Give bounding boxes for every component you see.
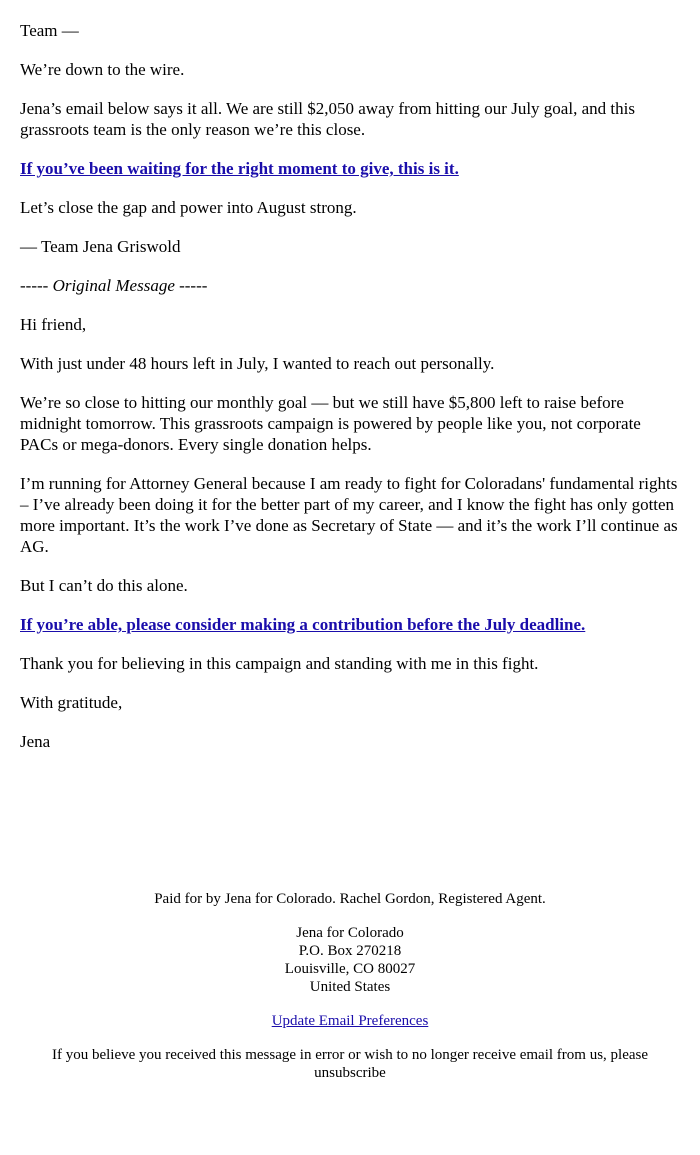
divider-prefix: ----- (20, 276, 49, 295)
team-signoff: — Team Jena Griswold (20, 237, 181, 256)
cta-paragraph-1 (20, 158, 680, 179)
signature: Jena (20, 732, 51, 751)
paid-for-disclaimer: Paid for by Jena for Colorado. Rachel Gordon, Registered Agent. (154, 891, 546, 907)
salutation: Hi friend, (20, 315, 87, 334)
closing: With gratitude, (20, 693, 123, 712)
mailing-address (0, 924, 700, 996)
unsubscribe-notice[interactable]: If you believe you received this message in error or wish to no longer receive email from us, please unsubscribe (51, 1047, 649, 1081)
paragraph-48-hours: With just under 48 hours left in July, I wanted to reach out personally. (20, 354, 495, 373)
original-message-divider (20, 275, 680, 296)
address-city: Louisville, CO 80027 (284, 961, 416, 977)
email-body (20, 20, 680, 770)
divider-suffix: ----- (179, 276, 208, 295)
address-org: Jena for Colorado (296, 925, 404, 941)
email-footer (0, 890, 700, 1098)
paragraph-monthly-goal: We’re so close to hitting our monthly goal — but we still have $5,800 left to raise before midnight tomorrow. This grassroots campaign is powered by people like you, not corporate PACs or mega-donors. Every single donation helps. (20, 393, 641, 454)
address-po-box: P.O. Box 270218 (298, 943, 402, 959)
donate-link-2[interactable]: If you’re able, please consider making a contribution before the July deadline. (20, 615, 586, 634)
update-preferences-link[interactable]: Update Email Preferences (271, 1013, 429, 1029)
preferences-paragraph (0, 1012, 700, 1030)
paragraph-thank-you: Thank you for believing in this campaign and standing with me in this fight. (20, 654, 539, 673)
cta-paragraph-2 (20, 614, 680, 635)
paragraph-cant-do-alone: But I can’t do this alone. (20, 576, 188, 595)
paragraph-goal-status: Jena’s email below says it all. We are still $2,050 away from hitting our July goal, and this grassroots team is the only reason we’re this close. (20, 99, 635, 139)
address-country: United States (309, 979, 391, 995)
paragraph-attorney-general: I’m running for Attorney General because I am ready to fight for Coloradans' fundamental rights – I’ve already been doing it for the better part of my career, and I know the fight has only gotten more important. It’s the work I’ve done as Secretary of State — and it’s the work I’ll continue as AG. (20, 474, 678, 556)
greeting: Team — (20, 21, 79, 40)
paragraph-close-gap: Let’s close the gap and power into August strong. (20, 198, 357, 217)
original-message-label: Original Message (52, 276, 175, 295)
paragraph-down-to-wire: We’re down to the wire. (20, 60, 185, 79)
donate-link-1[interactable]: If you’ve been waiting for the right moment to give, this is it. (20, 159, 459, 178)
